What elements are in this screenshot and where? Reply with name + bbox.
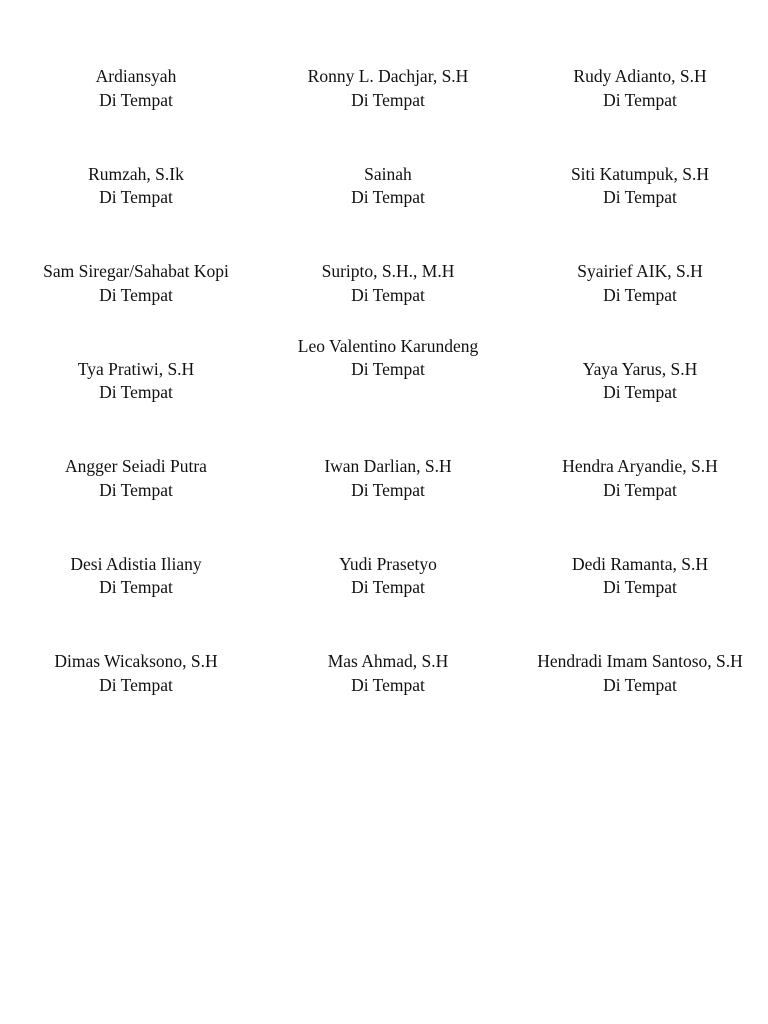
recipient-address: Di Tempat — [603, 577, 677, 598]
recipient-name: Dedi Ramanta, S.H — [571, 553, 709, 574]
recipient-address: Di Tempat — [99, 382, 173, 403]
recipient-name: Siti Katumpuk, S.H — [570, 163, 710, 184]
address-label — [262, 333, 514, 431]
address-label — [10, 528, 262, 626]
recipient-address: Di Tempat — [351, 187, 425, 208]
recipient-address: Di Tempat — [99, 577, 173, 598]
recipient-name: Ronny L. Dachjar, S.H — [307, 66, 469, 87]
recipient-address: Di Tempat — [351, 284, 425, 305]
recipient-address: Di Tempat — [603, 479, 677, 500]
address-label-sheet — [10, 40, 766, 723]
address-label — [10, 235, 262, 333]
recipient-name: Yaya Yarus, S.H — [582, 358, 698, 379]
recipient-name: Rumzah, S.Ik — [88, 163, 184, 184]
recipient-name: Rudy Adianto, S.H — [573, 66, 707, 87]
address-label — [514, 40, 766, 138]
recipient-name: Ardiansyah — [95, 66, 177, 87]
address-label — [262, 138, 514, 236]
recipient-name: Iwan Darlian, S.H — [324, 456, 452, 477]
label-grid — [10, 40, 766, 723]
recipient-name: Desi Adistia Iliany — [70, 553, 202, 574]
recipient-name: Hendra Aryandie, S.H — [562, 456, 718, 477]
address-label — [514, 138, 766, 236]
address-label — [262, 430, 514, 528]
address-label — [10, 430, 262, 528]
recipient-address: Di Tempat — [351, 89, 425, 110]
recipient-name: Syairief AIK, S.H — [577, 261, 703, 282]
address-label — [514, 625, 766, 723]
address-label — [10, 333, 262, 431]
recipient-address: Di Tempat — [603, 89, 677, 110]
recipient-name: Dimas Wicaksono, S.H — [54, 651, 218, 672]
recipient-address: Di Tempat — [603, 284, 677, 305]
address-label — [262, 235, 514, 333]
recipient-name: Tya Pratiwi, S.H — [77, 358, 195, 379]
address-label — [10, 40, 262, 138]
address-label — [262, 40, 514, 138]
recipient-name: Mas Ahmad, S.H — [327, 651, 449, 672]
recipient-address: Di Tempat — [603, 187, 677, 208]
recipient-address: Di Tempat — [99, 479, 173, 500]
recipient-address: Di Tempat — [351, 479, 425, 500]
address-label — [262, 625, 514, 723]
recipient-address: Di Tempat — [603, 382, 677, 403]
address-label — [514, 333, 766, 431]
recipient-name: Sainah — [364, 163, 412, 184]
recipient-address: Di Tempat — [603, 674, 677, 695]
recipient-address: Di Tempat — [99, 284, 173, 305]
recipient-name: Leo Valentino Karundeng — [297, 335, 479, 356]
recipient-address: Di Tempat — [351, 577, 425, 598]
recipient-address: Di Tempat — [99, 89, 173, 110]
recipient-name: Hendradi Imam Santoso, S.H — [537, 651, 743, 672]
recipient-name: Suripto, S.H., M.H — [321, 261, 455, 282]
address-label — [10, 625, 262, 723]
recipient-address: Di Tempat — [351, 674, 425, 695]
recipient-name: Sam Siregar/Sahabat Kopi — [43, 261, 229, 282]
address-label — [10, 138, 262, 236]
address-label — [514, 430, 766, 528]
recipient-name: Angger Seiadi Putra — [65, 456, 207, 477]
recipient-name: Yudi Prasetyo — [339, 553, 437, 574]
address-label — [514, 528, 766, 626]
address-label — [262, 528, 514, 626]
recipient-address: Di Tempat — [99, 674, 173, 695]
address-label — [514, 235, 766, 333]
recipient-address: Di Tempat — [99, 187, 173, 208]
recipient-address: Di Tempat — [351, 359, 425, 379]
